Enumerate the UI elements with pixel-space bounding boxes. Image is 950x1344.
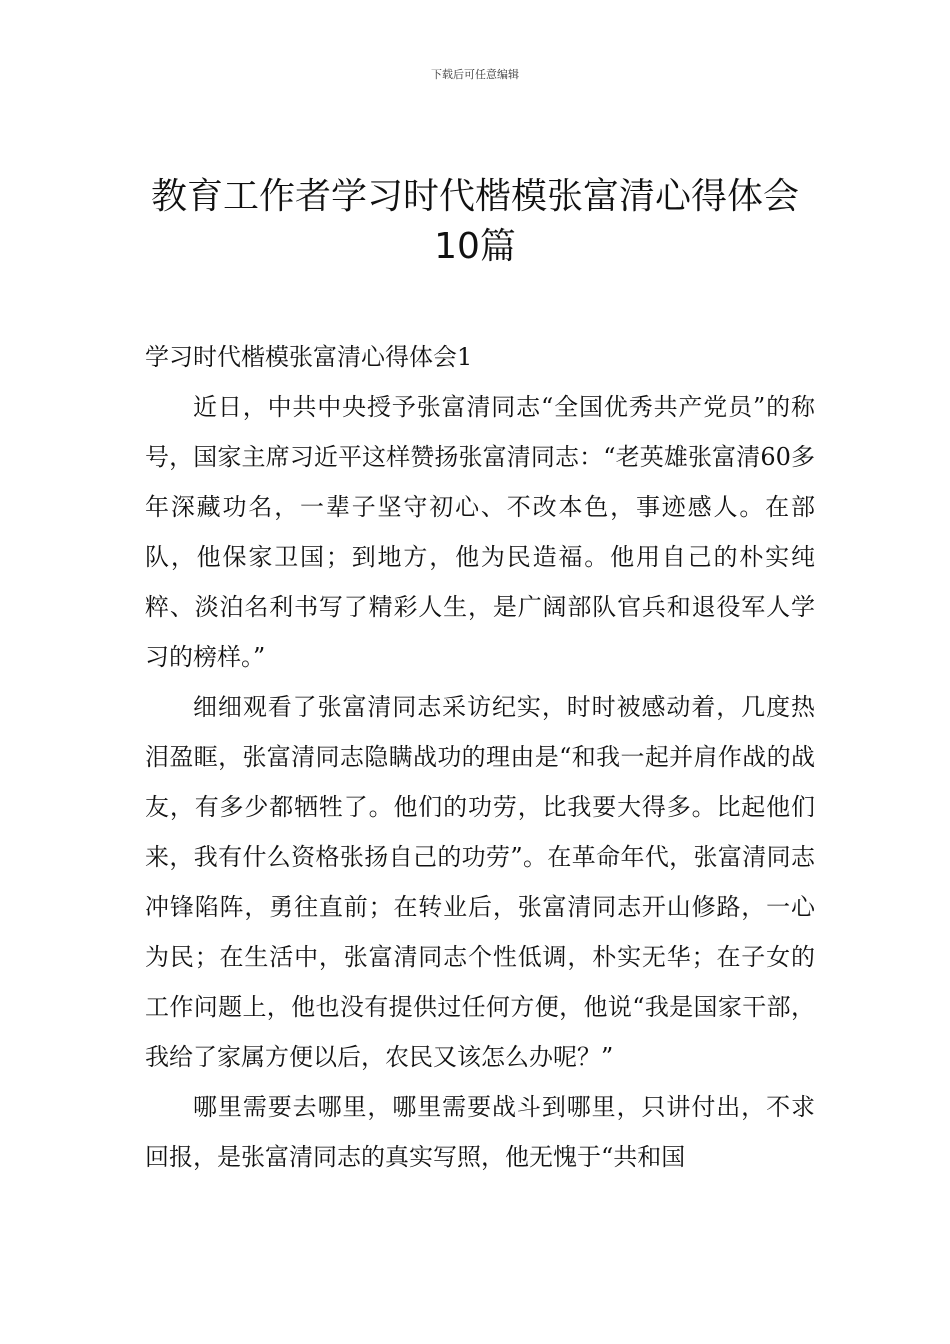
title-line-1: 教育工作者学习时代楷模张富清心得体会 bbox=[150, 176, 799, 217]
paragraph-3: 哪里需要去哪里，哪里需要战斗到哪里，只讲付出，不求回报，是张富清同志的真实写照，他无愧于“共和国 bbox=[145, 1093, 815, 1171]
paragraph-1: 近日，中共中央授予张富清同志“全国优秀共产党员”的称号，国家主席习近平这样赞扬张富清同志：“老英雄张富清60多年深藏功名，一辈子坚守初心、不改本色，事迹感人。在部队，他保家卫国；到地方，他为民造福。他用自己的朴实纯粹、淡泊名利书写了精彩人生，是广阔部队官兵和退役军人学习的榜样。” bbox=[145, 393, 815, 671]
title-line-2: 10篇 bbox=[434, 226, 516, 267]
section-heading: 学习时代楷模张富清心得体会1 bbox=[145, 343, 473, 371]
paragraph-2: 细细观看了张富清同志采访纪实，时时被感动着，几度热泪盈眶，张富清同志隐瞒战功的理由是“和我一起并肩作战的战友，有多少都牺牲了。他们的功劳，比我要大得多。比起他们来，我有什么资格张扬自己的功劳”。在革命年代，张富清同志冲锋陷阵，勇往直前；在转业后，张富清同志开山修路，一心为民；在生活中，张富清同志个性低调，朴实无华；在子女的工作问题上，他也没有提供过任何方便，他说“我是国家干部，我给了家属方便以后，农民又该怎么办呢？” bbox=[145, 693, 815, 1071]
document-title bbox=[120, 172, 830, 272]
document-body bbox=[145, 332, 815, 1182]
header-note: 下载后可任意编辑 bbox=[431, 68, 519, 81]
